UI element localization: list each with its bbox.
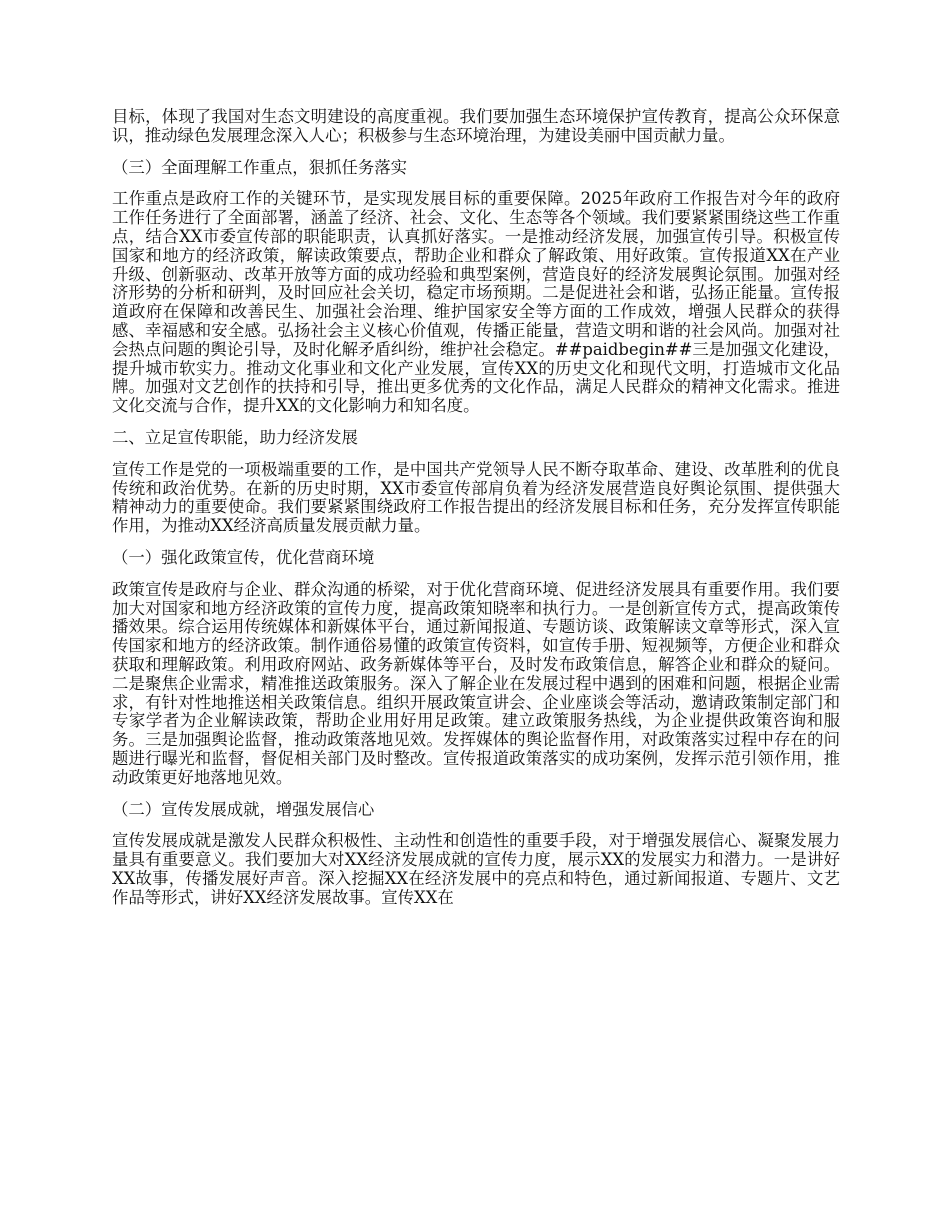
paragraph-development-achievements: 宣传发展成就是激发人民群众积极性、主动性和创造性的重要手段，对于增强发展信心、凝聚发展力量具有重要意义。我们要加大对XX经济发展成就的宣传力度，展示XX的发展实力和潜力。一是讲好XX故事，传播发展好声音。深入挖掘XX在经济发展中的亮点和特色，通过新闻报道、专题片、文艺作品等形式，讲好XX经济发展故事。宣传XX在	[112, 831, 840, 907]
section-heading-work-focus: （三）全面理解工作重点，狠抓任务落实	[112, 157, 408, 177]
paragraph-ecology: 目标，体现了我国对生态文明建设的高度重视。我们要加强生态环境保护宣传教育，提高公众环保意识，推动绿色发展理念深入人心；积极参与生态环境治理，为建设美丽中国贡献力量。	[112, 107, 840, 145]
section-heading-propaganda-function: 二、立足宣传职能，助力经济发展	[112, 427, 358, 447]
paragraph-propaganda-function: 宣传工作是党的一项极端重要的工作，是中国共产党领导人民不断夺取革命、建设、改革胜利的优良传统和政治优势。在新的历史时期，XX市委宣传部肩负着为经济发展营造良好舆论氛围、提供强大精神动力的重要使命。我们要紧紧围绕政府工作报告提出的经济发展目标和任务，充分发挥宣传职能作用，为推动XX经济高质量发展贡献力量。	[112, 459, 840, 536]
paragraph-policy-publicity: 政策宣传是政府与企业、群众沟通的桥梁，对于优化营商环境、促进经济发展具有重要作用。我们要加大对国家和地方经济政策的宣传力度，提高政策知晓率和执行力。一是创新宣传方式，提高政策传播效果。综合运用传统媒体和新媒体平台，通过新闻报道、专题访谈、政策解读文章等形式，深入宣传国家和地方的经济政策。制作通俗易懂的政策宣传资料，如宣传手册、短视频等，方便企业和群众获取和理解政策。利用政府网站、政务新媒体等平台，及时发布政策信息，解答企业和群众的疑问。二是聚焦企业需求，精准推送政策服务。深入了解企业在发展过程中遇到的困难和问题，根据企业需求，有针对性地推送相关政策信息。组织开展政策宣讲会、企业座谈会等活动，邀请政策制定部门和专家学者为企业解读政策，帮助企业用好用足政策。建立政策服务热线，为企业提供政策咨询和服务。三是加强舆论监督，推动政策落地见效。发挥媒体的舆论监督作用，对政策落实过程中存在的问题进行曝光和监督，督促相关部门及时整改。宣传报道政策落实的成功案例，发挥示范引领作用，推动政策更好地落地见效。	[112, 579, 840, 787]
section-heading-policy-publicity: （一）强化政策宣传，优化营商环境	[112, 547, 375, 567]
section-heading-development-achievements: （二）宣传发展成就，增强发展信心	[112, 799, 375, 819]
document-page	[112, 108, 840, 920]
paragraph-work-focus: 工作重点是政府工作的关键环节，是实现发展目标的重要保障。2025年政府工作报告对今年的政府工作任务进行了全面部署，涵盖了经济、社会、文化、生态等各个领域。我们要紧紧围绕这些工作重点，结合XX市委宣传部的职能职责，认真抓好落实。一是推动经济发展，加强宣传引导。积极宣传国家和地方的经济政策，解读政策要点，帮助企业和群众了解政策、用好政策。宣传报道XX在产业升级、创新驱动、改革开放等方面的成功经验和典型案例，营造良好的经济发展舆论氛围。加强对经济形势的分析和研判，及时回应社会关切，稳定市场预期。二是促进社会和谐，弘扬正能量。宣传报道政府在保障和改善民生、加强社会治理、维护国家安全等方面的工作成效，增强人民群众的获得感、幸福感和安全感。弘扬社会主义核心价值观，传播正能量，营造文明和谐的社会风尚。加强对社会热点问题的舆论引导，及时化解矛盾纠纷，维护社会稳定。##paidbegin##三是加强文化建设，提升城市软实力。推动文化事业和文化产业发展，宣传XX的历史文化和现代文明，打造城市文化品牌。加强对文艺创作的扶持和引导，推出更多优秀的文化作品，满足人民群众的精神文化需求。推进文化交流与合作，提升XX的文化影响力和知名度。	[112, 189, 840, 416]
